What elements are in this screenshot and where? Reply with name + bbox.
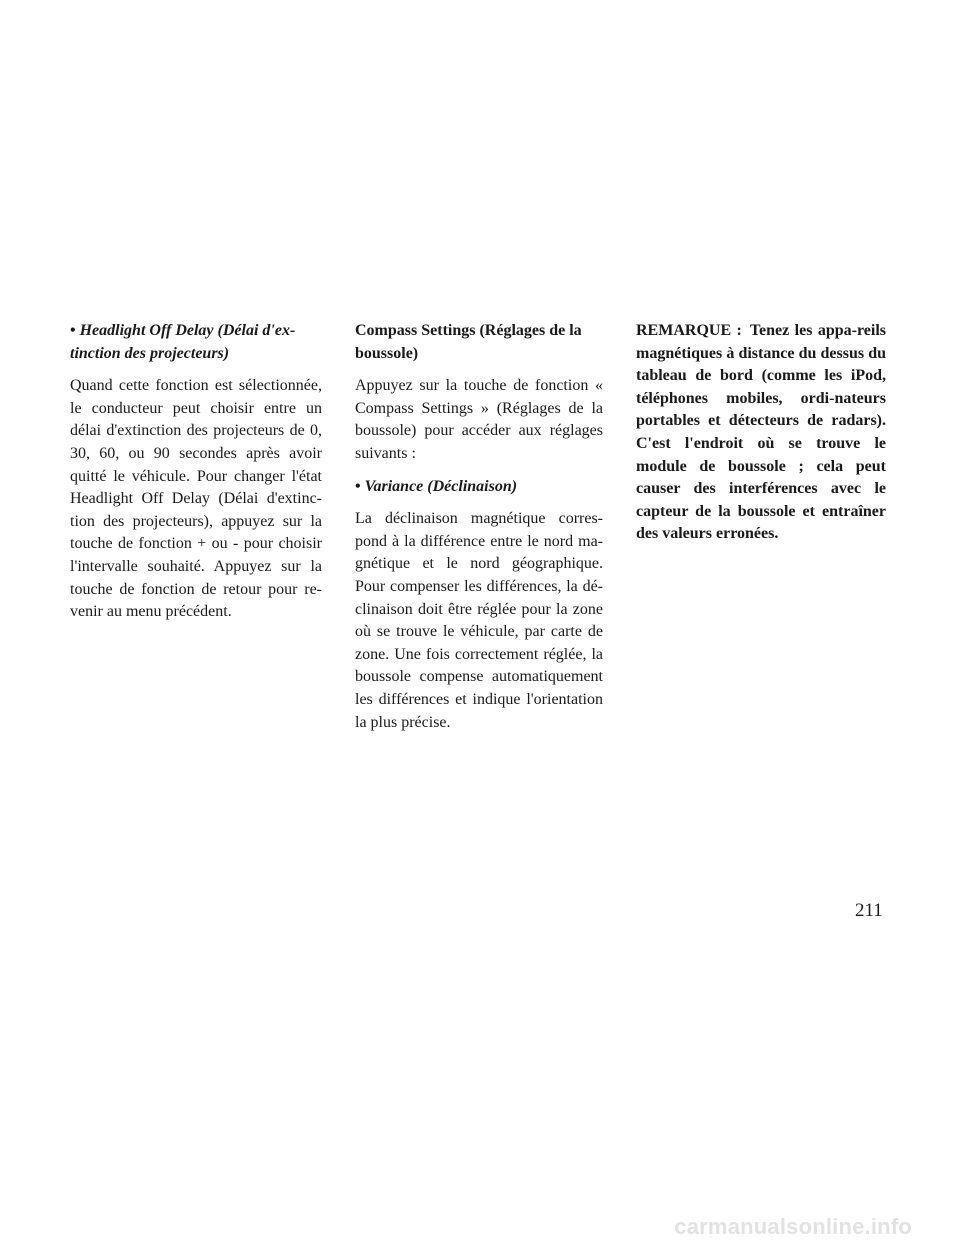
note-label: REMARQUE :: [636, 322, 742, 339]
column-right: [636, 320, 886, 546]
watermark: carmanualsonline.info: [674, 1214, 912, 1239]
bullet-icon: •: [70, 322, 76, 339]
variance-paragraph: La déclinaison magnétique corres-pond à la différence entre le nord ma-gnétique et le nord géographique. Pour compenser les différences, la dé-clinaison doit être réglée pour la zone où se trouve le véhicule, par carte de zone. Une fois correctement réglée, la boussole compense automatiquement les différences et indique l'orientation la plus précise.: [355, 510, 603, 731]
bullet-icon: •: [355, 477, 361, 495]
bullet-heading-headlight-off-delay: [70, 320, 322, 365]
bullet-heading-variance: [355, 476, 603, 499]
bullet-heading-text: Headlight Off Delay (Délai d'ex-tinction des projecteurs): [70, 322, 296, 362]
column-left: [70, 320, 322, 634]
note-block: [636, 320, 886, 546]
section-heading-compass-settings: Compass Settings (Réglages de la boussole): [355, 322, 582, 362]
headlight-off-delay-paragraph: Quand cette fonction est sélectionnée, le conducteur peut choisir entre un délai d'extinction des projecteurs de 0, 30, 60, ou 90 secondes après avoir quitté le véhicule. Pour changer l'état Headlight Off Delay (Délai d'extinc-tion des projecteurs), appuyez sur la touche de fonction + ou - pour choisir l'intervalle souhaité. Appuyez sur la touche de fonction de retour pour re-venir au menu précédent.: [70, 377, 322, 621]
note-text: Tenez les appa-reils magnétiques à distance du dessus du tableau de bord (comme les iPod, téléphones mobiles, ordi-nateurs portables et détecteurs de radars). C'est l'endroit où se trouve le module de boussole ; cela peut causer des interférences avec le capteur de la boussole et entraîner des valeurs erronées.: [636, 322, 886, 543]
column-middle: [355, 320, 603, 744]
page-number: 211: [855, 900, 883, 921]
bullet-heading-text: Variance (Déclinaison): [364, 477, 518, 495]
compass-settings-paragraph: Appuyez sur la touche de fonction « Compass Settings » (Réglages de la boussole) pour accéder aux réglages suivants :: [355, 377, 603, 462]
